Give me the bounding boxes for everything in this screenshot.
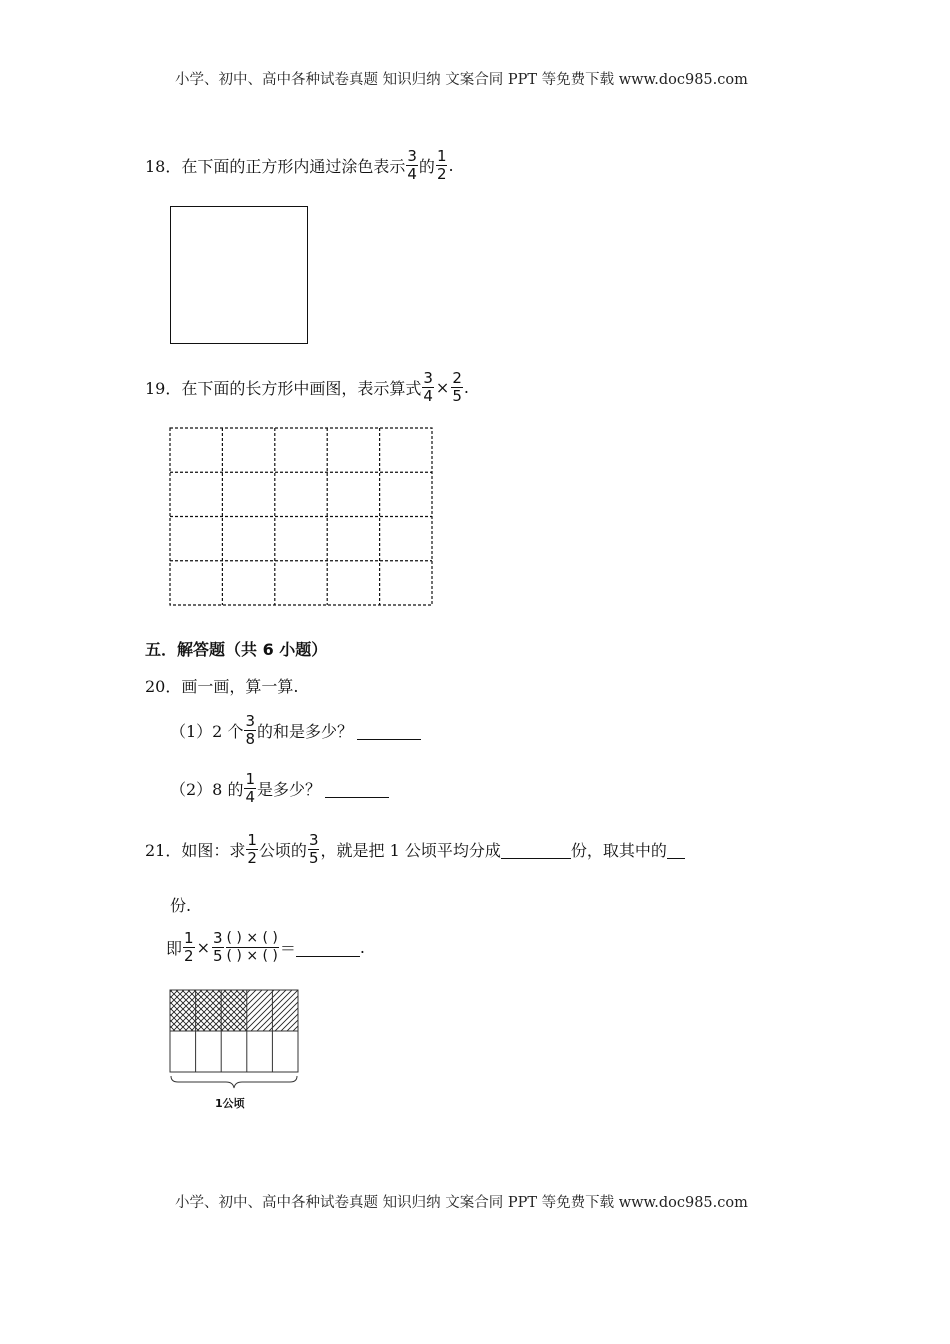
q21-equation-prefix: 即 [166, 938, 183, 958]
q19-text: 19．在下面的长方形中画图，表示算式 [145, 378, 422, 398]
q18-square-figure[interactable] [170, 206, 308, 344]
q21-fraction-1-2 [246, 832, 258, 867]
q19-dashed-grid[interactable] [169, 427, 435, 609]
q21-eq-fraction-3-5 [212, 930, 224, 965]
fraction-numerator: 2 [452, 368, 462, 387]
question-18 [145, 145, 454, 185]
fraction-numerator: 3 [423, 368, 433, 387]
q21-prefix: 21．如图：求 [145, 840, 246, 860]
figure-label-hectare: 1公顷 [215, 1097, 245, 1110]
question-19 [145, 367, 469, 407]
fraction-numerator[interactable]: ( ) × ( ) [226, 929, 278, 946]
q19-period: . [463, 377, 469, 397]
q20-part-1 [170, 710, 421, 750]
q18-text: 18．在下面的正方形内通过涂色表示 [145, 156, 406, 176]
q18-fraction-1-2 [436, 148, 448, 183]
hatch-region-three-fifths [170, 990, 247, 1031]
fraction-denominator: 5 [308, 848, 319, 867]
q21-equation-period: . [359, 937, 366, 957]
q20-part2-suffix: 是多少？ [257, 779, 322, 799]
fraction-numerator: 1 [247, 830, 257, 849]
q19-fraction-2-5 [451, 370, 463, 405]
q20-part-2 [170, 768, 389, 808]
fraction-denominator: 2 [436, 164, 447, 183]
q20-part2-answer-blank[interactable] [325, 779, 389, 798]
q18-period: . [448, 155, 454, 175]
fraction-denominator[interactable]: ( ) × ( ) [226, 947, 278, 964]
q20-part1-suffix: 的和是多少？ [257, 721, 354, 741]
q20-fraction-1-4 [244, 771, 256, 806]
fraction-numerator: 1 [436, 146, 447, 165]
q20-part2-prefix: （2）8 的 [170, 779, 244, 799]
q19-fraction-3-4 [422, 370, 434, 405]
q18-fraction-3-4 [406, 148, 418, 183]
page-footer: 小学、初中、高中各种试卷真题 知识归纳 文案合同 PPT 等免费下载 www.doc985.com [175, 1195, 748, 1211]
multiply-sign: × [435, 377, 450, 397]
q20-fraction-3-8 [244, 713, 256, 748]
fraction-denominator: 4 [423, 386, 433, 405]
fraction-denominator: 5 [212, 946, 223, 965]
fraction-denominator: 5 [452, 386, 462, 405]
fraction-denominator: 8 [245, 729, 255, 748]
fraction-numerator: 3 [308, 830, 319, 849]
fraction-numerator: 1 [245, 769, 255, 788]
fraction-denominator: 4 [245, 787, 255, 806]
page-header: 小学、初中、高中各种试卷真题 知识归纳 文案合同 PPT 等免费下载 www.doc985.com [175, 72, 748, 88]
q21-equation-answer-blank[interactable] [296, 938, 360, 957]
fraction-denominator: 4 [407, 164, 417, 183]
fraction-denominator: 2 [247, 848, 257, 867]
q21-text-divide: ，就是把 1 公顷平均分成 [320, 840, 501, 860]
question-20: 20．画一画，算一算. [145, 677, 299, 696]
q21-eq-fraction-1-2 [183, 930, 195, 965]
section-5-title: 五．解答题（共 6 小题） [145, 640, 328, 659]
fraction-numerator: 3 [245, 711, 255, 730]
q21-text-hectare: 公顷的 [258, 840, 307, 860]
q21-line-2: 份. [170, 896, 192, 915]
brace [171, 1076, 297, 1088]
question-21 [145, 829, 685, 869]
fraction-denominator: 2 [184, 946, 194, 965]
q18-connector: 的 [418, 156, 435, 176]
q21-parts-blank[interactable] [501, 840, 571, 859]
q21-fraction-3-5 [308, 832, 320, 867]
multiply-sign: × [196, 937, 210, 957]
q21-take-blank[interactable] [667, 840, 685, 859]
fraction-numerator: 1 [184, 928, 194, 947]
q21-hectare-figure [168, 988, 303, 1112]
q21-text-take: 份，取其中的 [570, 840, 667, 860]
q20-part1-answer-blank[interactable] [357, 721, 421, 740]
fraction-numerator: 3 [212, 928, 223, 947]
q20-part1-prefix: （1）2 个 [170, 721, 244, 741]
fraction-numerator: 3 [407, 146, 417, 165]
q21-eq-fraction-products [226, 930, 279, 965]
equals-sign: ＝ [279, 938, 296, 958]
q21-equation [166, 927, 365, 967]
